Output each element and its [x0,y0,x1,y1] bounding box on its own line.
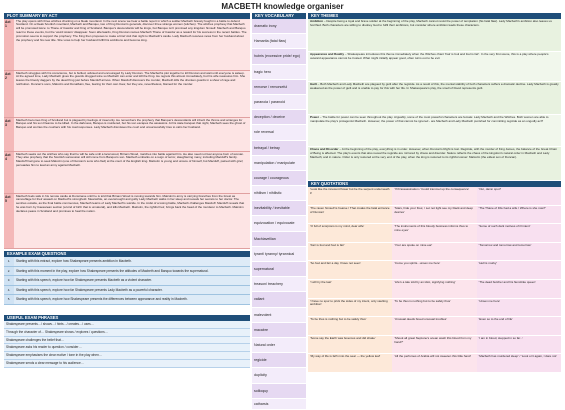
vocab-item: role reversal [252,125,306,140]
quote-cell: 'Some say the Earth was feverous and did shake' [308,336,392,354]
act-label: Act 5 [4,194,14,248]
question-text: Starting with this speech, explore how far Shakespeare presents Macbeth as a violent character. [14,276,250,285]
vocab-item: soliloquy [252,384,306,399]
quote-cell: 'My way of life is fall'n into the sear — the yellow leaf' [308,354,392,372]
quote-row [308,336,561,355]
quote-cell: 'I will try the last' [308,280,392,298]
vocab-item: duplicity [252,368,306,383]
act-text: Macbeth struggles with his conscience, but is bullied, advised and encouraged by Lady Duncan. The Macbeths plot together to kill Duncan and wait until everyone is asleep. At the agreed time, Lady Macbeth gives the guards drugged wine so Macbeth can enter and kill the King. He regrets this almost immediately, but his wife reassures him. She leaves the bloody daggers by the dead King just before Macduff arrives. When Macduff discovers the murder, Macbeth kills the drunken guards in a show of rage and retribution. Duncan's sons, Malcolm and Donalbain, flee, fearing for their own lives; but they are, nevertheless, blamed for the murder. [14,71,250,117]
quote-row [308,224,561,243]
vocab-item: tyrant/ tyranny/ tyrannical [252,247,306,262]
quote-cell: 'To be thus is nothing but to be safely thus' [308,317,392,335]
vocab-item: supernatural [252,262,306,277]
act-row [4,71,250,118]
themes-header: KEY THEMES [308,13,561,19]
theme-text: Despite being a loyal and brave soldier at the beginning of the play, Macbeth cannot resist the power of temptation (his fatal flaw). Lady Macbeth's ambition also leaves us horrified. Both characters are willing to disobey God to fulfil their ambitions, but consider where ambition leads these characters. [310,19,552,27]
quote-row [308,243,561,262]
vocab-item: Machiavellian [252,232,306,247]
act-text: The play opens with three witches chanting on a bleak moorland. In the next scene we hear a battle report in which a soldier Macbeth bravely fought in a battle to defend Scotland. On a bleak Scottish moorland, Macbeth and Banquo, two of King Duncan's generals, discover three strange women (witches). The witches prophesy that Macbeth will be promoted twice: to Thane of Cawdor and King of Scotland. Banquo's descendants will be kings, but Banquo isn't promised any kingdom himself. Macbeth and Banquo react to these events, but the 'weird sisters' disappear. Soon afterwards, King Duncan names Macbeth Thane of Cawdor as a reward for his success in the recent battles. The promotion seems to support the prophecy. The King then proposes to make a brief visit that night to Macbeth's castle. Lady Macbeth receives news from her husband about the prophecy and his new title. She vows to help her husband fulfill his ambitions and become king. [14,19,250,70]
theme-name: Chaos and Disorder [310,147,339,151]
vocab-item: dramatic irony [252,19,306,34]
quote-cell: 'So foul and fair a day I have not seen' [308,261,392,279]
theme-name: Guilt [310,82,317,86]
act-label: Act 2 [4,71,14,117]
question-number: 4. [4,286,14,295]
vocab-header: KEY VOCABULARY [252,13,306,19]
phrase-item: Shakespeare challenges the belief that… [4,337,250,345]
theme-name: Appearance and Reality [310,52,345,56]
quote-cell: 'The instruments of this bloody business informs thus to mine eyes' [392,224,476,242]
vocab-item: manipulation / manipulate [252,156,306,171]
quote-cell: 'Even so to the end of life' [477,317,561,335]
quote-cell: 'Unusual deeds breed unusual troubles' [392,317,476,335]
act-row [4,118,250,152]
quotations-header: KEY QUOTATIONS [308,181,561,187]
quote-row [308,206,561,225]
exam-questions-header: EXAMPLE EXAM QUESTIONS [4,251,250,257]
question-text: Starting with this speech, explore how far Shakespeare presents Lady Macbeth as a powerful character. [14,286,250,295]
exam-question [4,267,250,277]
theme-name: Power [310,115,320,119]
question-number: 2. [4,267,14,276]
theme-item: Guilt – Both Macbeth and Lady Macbeth are plagued by guilt after the regicide. As a result of this, the mental stability of both characters suffers a dramatic decline. Lady Macbeth is greatly weakened as the power of guilt and is unable to pay for this with her life. In Shakespeare's play, the smell of blood represents guilt. [308,82,561,115]
vocab-item: remorse / remorseful [252,80,306,95]
question-text: Starting with this extract, explore how Shakespeare presents ambition in Macbeth. [14,257,250,266]
exam-questions [4,257,250,305]
exam-question [4,276,250,286]
quote-cell: 'I have no spur to prick the sides of my intent, only vaulting ambition' [308,299,392,317]
vocab-item: catharsis [252,399,306,410]
exam-question [4,257,250,267]
question-number: 3. [4,276,14,285]
quote-row [308,299,561,318]
quote-row [308,354,561,373]
vocab-item: nihilism / nihilistic [252,186,306,201]
vocab-item: Hamartia (fatal flaw) [252,34,306,49]
act-text: Macbeth becomes King of Scotland but is plagued by feelings of insecurity. He remembers the prophecy that Banquo's descendants will inherit the throne and arranges for Banquo and his son Fleance to be killed. In the darkness, Banquo is murdered, but his son escapes the assassins. At his state banquet that night, Macbeth sees the ghost of Banquo and worries the courtiers with his mad responses. Lady Macbeth dismisses the court and unsuccessfully tries to calm her husband. [14,118,250,151]
quote-cell: 'Life's a tale told by an idiot, signifying nothing' [392,280,476,298]
phrase-item: Shakespeare sends a clear message to his audience… [4,360,250,368]
theme-item: Chaos and Disorder – At the beginning of the play, everything is in order. However, when Duncan's Right is lost. Regicide, with the murder of King James, the balance of the Great Chain of Being is affected. The play's events that also reveal the regicide are mirrored by chaos and disorder. Nature reflects the chaos of the kingdom's natural order in Macbeth and Lady Macbeth; and in nature. Order is only restored at the very end of the play, when the king is restored to its rightful owner: Malcolm (the eldest son of Duncan). [308,147,561,181]
theme-item: Ambition – Despite being a loyal and brave soldier at the beginning of the play, Macbeth cannot resist the power of temptation (his fatal flaw). Lady Macbeth's ambition also leaves us horrified. Both characters are willing to disobey God to fulfil their ambitions, but consider where ambition leads these characters. [308,19,561,52]
quote-row [308,261,561,280]
quote-cell: 'Shook all great Neptune's ocean wash this blood from my hand?' [392,336,476,354]
vocab-item: inevitability / inevitable [252,201,306,216]
act-row [4,19,250,71]
vocab-item: macabre [252,323,306,338]
quote-cell: 'Unsex me here' [477,299,561,317]
theme-item: Power – The battle for power can be seen throughout the play. Arguably, some of the most powerful characters are female: Lady Macbeth and the Witches. Both women are able to manipulate the play's protagonist Macbeth. However, the power of that cannot be ignored - are Macbeth and Lady Macbeth punished for committing regicide as an ungodly act? [308,115,561,147]
question-number: 5. [4,295,14,304]
theme-item: Appearance and Reality – Shakespeare introduces this theme immediately when the Witches chant 'Fair is foul and foul is fair'. In the very first scene, this is a play where people's outward appearance cannot be trusted. What might initially appear good, often turns out to be evil. [308,52,561,82]
theme-text: The battle for power can be seen throughout the play. Arguably, some of the most powerful characters are female: Lady Macbeth and the Witches. Both women are able to manipulate the play's protagonist Macbeth. However, the power of that cannot be ignored - are Macbeth and Lady Macbeth punished for committing regicide as an ungodly act? [310,115,549,123]
act-label: Act 1 [4,19,14,70]
quote-cell: 'Fair is foul and foul is fair' [308,243,392,261]
phrase-item: Through the character of… Shakespeare shows / explores / questions… [4,329,250,337]
quote-cell: 'Out, damn spot!' [477,187,561,205]
quote-cell: 'Some of such dark motives of ill intent' [477,224,561,242]
vocab-list [252,19,306,410]
quote-cell: 'Tomorrow and tomorrow and tomorrow' [477,243,561,261]
vocab-item: regicide [252,353,306,368]
exam-question [4,295,250,305]
useful-phrases-header: USEFUL EXAM PHRASES [4,315,250,321]
quote-cell: 'To be thus is nothing but to be safely thus' [392,299,476,317]
vocab-item: deception / deceive [252,110,306,125]
vocab-item: Natural order [252,338,306,353]
quote-cell: 'Stars, hide your fires; / Let not light see my black and deep desires' [392,206,476,224]
quote-cell: 'The Thane of Fife had a wife / Where is she now?' [477,206,561,224]
exam-question [4,286,250,296]
page-title: MACBETH knowledge organiser [221,2,344,11]
useful-phrases [4,321,250,368]
phrase-item: Shakespeare presents…/ shows…/ hints…/ creates…/ uses… [4,321,250,329]
phrase-item: Shakespeare asks his reader to question / consider… [4,344,250,352]
act-row [4,152,250,194]
quotations-grid [308,187,561,373]
vocab-item: paranoia / paranoid [252,95,306,110]
quote-cell: 'Hell is murky' [477,261,561,279]
quote-cell: 'The raven himself is hoarse / That croaks the fatal entrance of Duncan' [308,206,392,224]
quote-cell: 'O full of scorpions is my mind, dear wife' [308,224,392,242]
act-text: Macbeth feels safe in his remote castle at Dunsinane until he is told that Birnam Wood is moving towards him. Malcolm's army is carrying branches from the forest as camouflage for their assault on Macbeth's stronghold. Meanwhile, an overwrought and guilty Lady Macbeth walks in her sleep and reveals her secrets to her doctor. The sentries outside, as the final battle commences, Macbeth learns of Lady Macbeth's suicide. In the midst of a losing battle, Macbeth challenges Macduff. Macduff reveals that he was born by Caesarean section (a kind of birth that is unnatural), and kills Macbeth. Malcolm, the rightful heir, brings back the head of the murderer to Macbeth. Malcolm declares peace in Scotland and promises to heal the nation. [14,194,250,248]
vocab-item: treason/ treachery [252,277,306,292]
vocab-item: hubris (excessive pride/ ego) [252,49,306,64]
quote-cell: 'The dead butcher and his fiend-like queen' [477,280,561,298]
quote-cell: 'If th'assassination / Could trammel up the consequence' [392,187,476,205]
quote-cell: 'Macbeth has murdered sleep' / 'Look on't again, I dare not' [477,354,561,372]
act-text: Macbeth seeks out the witches who say that he will be safe until a local wood, Birnam Wood, marches into battle against him. He also need not fear anyone born of woman. They also prophesy that the Scottish succession will still come from Banquo's son. Macbeth embarks on a reign of terror, slaughtering many, including Macduff's family. Macduff had gone to seek Malcolm (one of Duncan's sons who fled) at the court of the English king. Malcolm is young and unsure of himself, but Macduff, pained with grief, persuades him to lead an army against Macbeth. [14,152,250,193]
quote-cell: 'Look like the innocent flower but be the serpent underneath it' [308,187,392,205]
quote-row [308,280,561,299]
vocab-item: equivocation / equivocate [252,216,306,231]
quote-cell: 'All the perfumes of Arabia will not sweeten this little hand' [392,354,476,372]
act-label: Act 4 [4,152,14,193]
vocab-item: valiant [252,292,306,307]
quote-row [308,317,561,336]
theme-name: Ambition [310,19,323,23]
vocab-item: malevolent [252,308,306,323]
vocab-item: courage / courageous [252,171,306,186]
vocab-item: betrayal / betray [252,141,306,156]
themes-list [308,19,561,181]
act-label: Act 3 [4,118,14,151]
quote-cell: 'I am in blood, stepped in so far...' [477,336,561,354]
question-number: 1. [4,257,14,266]
vocab-item: tragic hero [252,65,306,80]
phrase-item: Shakespeare emphasises the clear motive / tone in the play when… [4,352,250,360]
question-text: Starting with this moment in the play, explore how Shakespeare presents the attitudes of Macbeth and Banquo towards the supernatural. [14,267,250,276]
theme-text: Shakespeare introduces this theme immediately when the Witches chant 'Fair is foul and foul is fair'. In the very first scene, this is a play where people's outward appearance cannot be trusted. What might initially appear good, often turns out to be evil. [310,52,549,60]
plot-summary [4,19,250,249]
quote-cell: 'Come you spirits...unsex me here' [392,261,476,279]
plot-summary-header: PLOT SUMMARY BY ACT [4,13,250,19]
quote-cell: 'Your are spoke on mine ear' [392,243,476,261]
quote-row [308,187,561,206]
question-text: Starting with this speech, explore how Shakespeare presents the differences between appearance and reality in Macbeth. [14,295,250,304]
theme-text: Both Macbeth and Lady Macbeth are plagued by guilt after the regicide. As a result of this, the mental stability of both characters suffers a dramatic decline. Lady Macbeth is greatly weakened as the power of guilt and is unable to pay for this with her life. In Shakespeare's play, the smell of blood represents guilt. [310,82,559,90]
act-row [4,194,250,249]
theme-text: At the beginning of the play, everything is in order. However, when Duncan's Right is lost. Regicide, with the murder of King James, the balance of the Great Chain of Being is affected. The play's events that also reveal the regicide are mirrored by chaos and disorder. Nature reflects the chaos of the kingdom's natural order in Macbeth and Lady Macbeth; and in nature. Order is only restored at the very end of the play, when the king is restored to its rightful owner: Malcolm (the eldest son of Duncan). [310,147,557,159]
